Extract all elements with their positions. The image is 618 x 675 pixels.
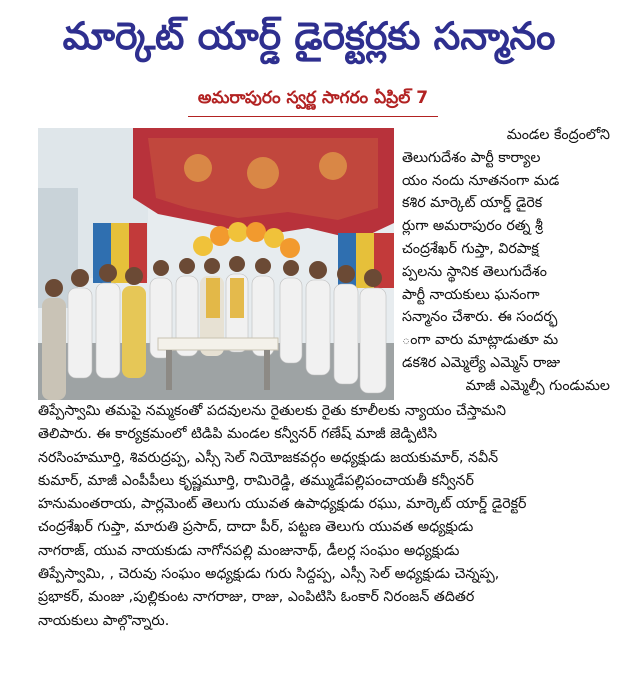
column-line: కశిర మార్కెట్ యార్డ్ డైరెక — [402, 195, 543, 212]
column-line: సన్మానం చేశారు. ఈ సందర్భ — [402, 309, 558, 326]
body-line: హనుమంతరాయ, పార్లమెంట్ తెలుగు యువత ఉపాధ్యక్షుడు రఘు, మార్కెట్ యార్డ్ డైరెక్టర్ — [38, 496, 527, 513]
column-line: ంగా వారు మాట్లాడుతూ మ — [402, 332, 559, 349]
column-line: పార్టీ నాయకులు ఘనంగా — [402, 286, 540, 303]
column-line: డకశిర ఎమ్మెల్యే ఎమ్మెస్ రాజు — [402, 354, 561, 371]
body-line: నరసింహమూర్తి, శివరుద్రప్ప, ఎస్సీ సెల్ నియోజకవర్గం అధ్యక్షుడు జయకుమార్, నవీన్ — [38, 449, 499, 466]
column-line: ప్పలను స్థానిక తెలుగుదేశం — [402, 263, 547, 280]
body-line: నాయకులు పాల్గొన్నారు. — [38, 612, 170, 629]
body-line: కుమార్, మాజీ ఎంపీపీలు కృష్ణమూర్తి, రామిరెడ్డి, తమ్ముడేపల్లిపంచాయతీ కన్వీనర్ — [38, 472, 474, 489]
body-line: నాగరాజ్, యువ నాయకుడు నాగోనపల్లి మంజునాథ్, డీలర్ల సంఘం అధ్యక్షుడు — [38, 542, 460, 559]
body-line: తిప్పేస్వామి తమపై నమ్మకంతో పదవులను రైతులకు రైతు కూలీలకు న్యాయం చేస్తామని — [38, 403, 506, 419]
group-photo-illustration — [38, 128, 394, 400]
body-line: తెలిపారు. ఈ కార్యక్రమంలో టిడిపి మండల కన్వీనర్ గణేష్ మాజీ జెడ్పిటిసి — [38, 426, 438, 443]
body-line: ప్రభాకర్, మంజు ,పుల్లికుంట నాగరాజు, రాజు, ఎంపిటిసి ఓంకార్ నిరంజన్ తదితర — [38, 589, 475, 606]
dateline: అమరాపురం స్వర్ణ సాగరం ఏప్రిల్ 7 — [197, 88, 429, 108]
dateline-underline — [188, 116, 438, 117]
body-line: చంద్రశేఖర్ గుప్తా, మారుతి ప్రసాద్, దాదా పీర్, పట్టణ తెలుగు యువత అధ్యక్షుడు — [38, 519, 474, 536]
column-line: యం నందు నూతనంగా మడ — [402, 172, 560, 189]
news-photo — [38, 128, 394, 400]
body-line: తిప్పేస్వామి, , చెరువు సంఘం అధ్యక్షుడు గురు సిద్దప్ప, ఎస్సీ సెల్ అధ్యక్షుడు చెన్నప్ప, — [38, 566, 500, 583]
column-line: మాజీ ఎమ్మెల్సీ గుండుమల — [465, 377, 610, 394]
column-line: మండల కేంద్రంలోని — [506, 127, 610, 143]
article-body — [38, 400, 610, 633]
article-column — [402, 124, 610, 398]
column-line: చంద్రశేఖర్ గుప్తా, విరపాక్ష — [402, 240, 539, 257]
headline: మార్కెట్ యార్డ్ డైరెక్టర్లకు సన్మానం — [62, 14, 556, 58]
column-line: తెలుగుదేశం పార్టీ కార్యాల — [402, 149, 541, 166]
column-line: ర్లుగా అమరాపురం రత్న శ్రీ — [402, 218, 543, 235]
